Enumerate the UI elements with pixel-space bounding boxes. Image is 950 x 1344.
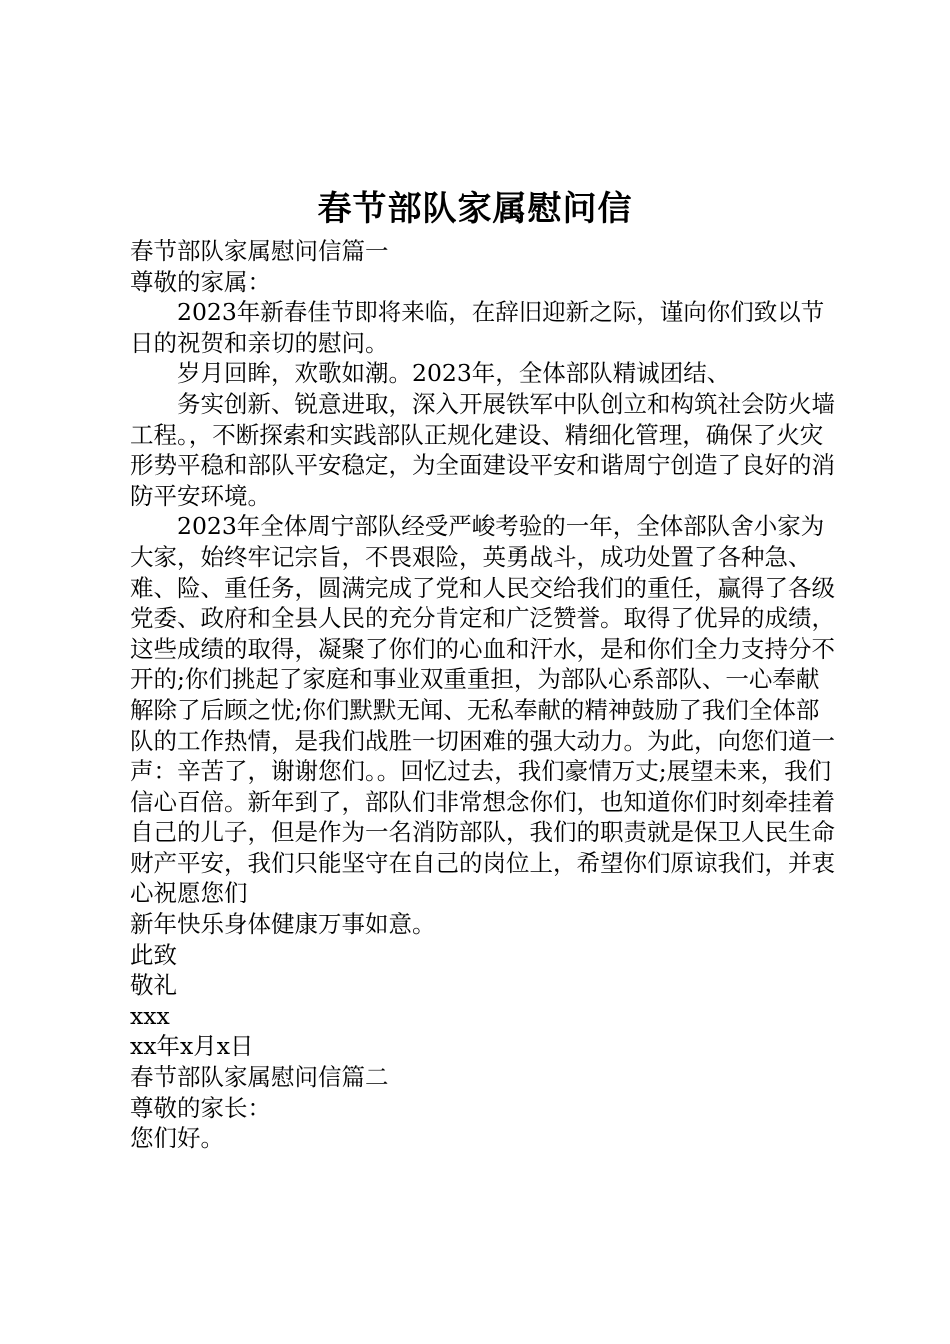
paragraph-gratitude: 2023年全体周宁部队经受严峻考验的一年，全体部队舍小家为大家，始终牢记宗旨，不畏艰险，英勇战斗，成功处置了各种急、难、险、重任务，圆满完成了党和人民交给我们的重任，赢得了各级党委、政府和全县人民的充分肯定和广泛赞誉。取得了优异的成绩，这些成绩的取得，凝聚了你们的心血和汗水，是和你们全力支持分不开的;你们挑起了家庭和事业双重重担，为部队心系部队、一心奉献解除了后顾之忧;你们默默无闻、无私奉献的精神鼓励了我们全体部队的工作热情，是我们战胜一切困难的强大动力。为此，向您们道一声：辛苦了，谢谢您们。。回忆过去，我们豪情万丈;展望未来，我们信心百倍。新年到了，部队们非常想念你们，也知道你们时刻牵挂着自己的儿子，但是作为一名消防部队，我们的职责就是保卫人民生命财产平安，我们只能坚守在自己的岗位上，希望你们原谅我们，并衷心祝愿您们 bbox=[130, 512, 835, 908]
blessing-line: 新年快乐身体健康万事如意。 bbox=[130, 910, 436, 939]
signature: xxx bbox=[130, 1001, 170, 1030]
paragraph-achievements: 务实创新、锐意进取，深入开展铁军中队创立和构筑社会防火墙工程。，不断探索和实践部队正规化建设、精细化管理，确保了火灾形势平稳和部队平安稳定，为全面建设平安和谐周宁创造了良好的消防平安环境。 bbox=[130, 389, 835, 510]
document-body bbox=[130, 236, 840, 1154]
section-heading-2: 春节部队家属慰问信篇二 bbox=[130, 1063, 389, 1092]
paragraph-greeting: 2023年新春佳节即将来临，在辞旧迎新之际，谨向你们致以节日的祝贺和亲切的慰问。 bbox=[130, 298, 825, 357]
closing-line-2: 敬礼 bbox=[130, 971, 177, 1000]
section-heading-1: 春节部队家属慰问信篇一 bbox=[130, 237, 389, 265]
salutation-2: 尊敬的家长： bbox=[130, 1093, 271, 1122]
greeting-2: 您们好。 bbox=[130, 1124, 224, 1153]
closing-line-1: 此致 bbox=[130, 940, 177, 969]
salutation-1: 尊敬的家属： bbox=[130, 267, 271, 296]
date-line: xx年x月x日 bbox=[130, 1032, 254, 1061]
document-title: 春节部队家属慰问信 bbox=[317, 189, 633, 229]
paragraph-review-start: 岁月回眸，欢歌如潮。2023年，全体部队精诚团结、 bbox=[177, 359, 731, 388]
